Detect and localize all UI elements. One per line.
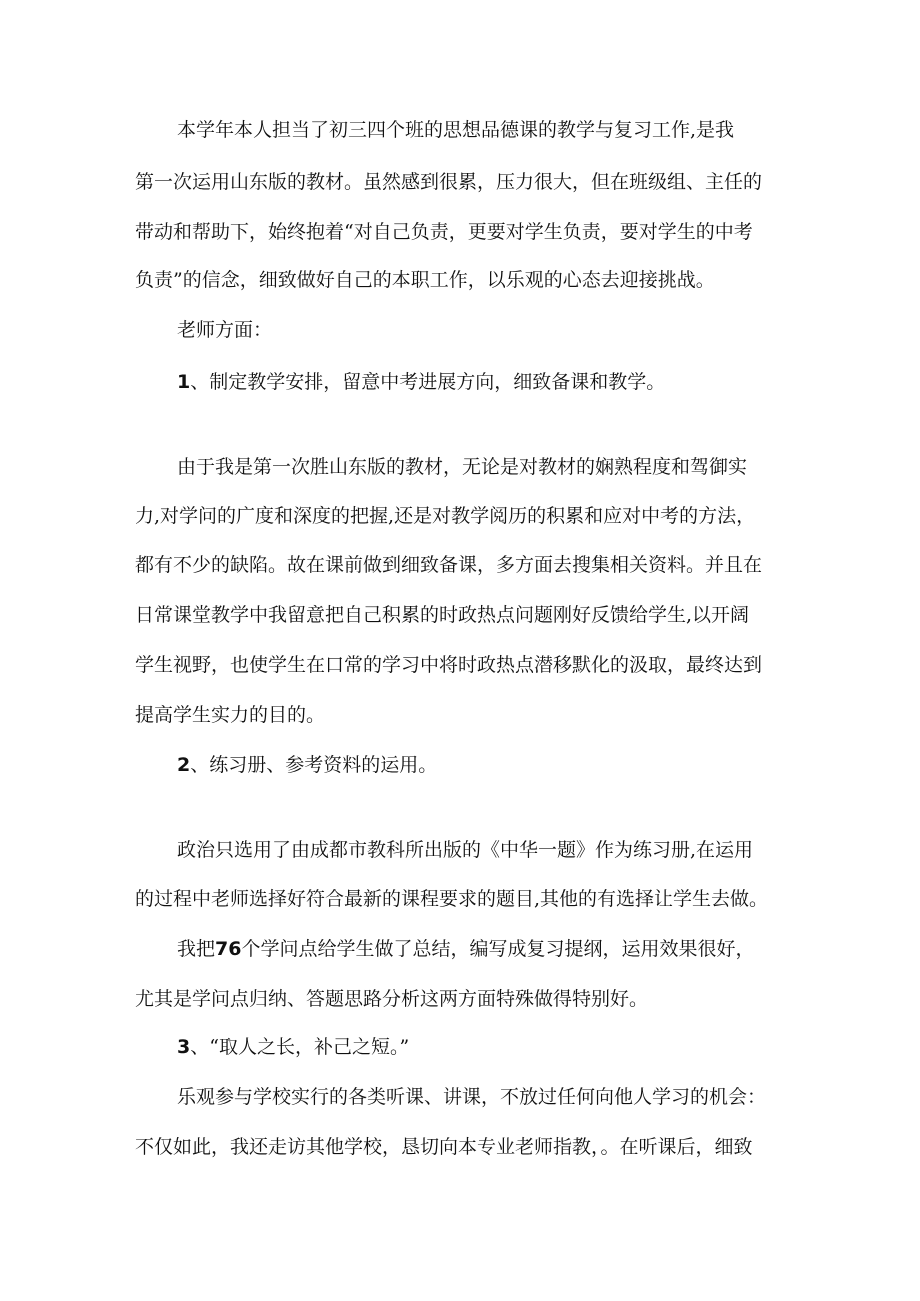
list-item-heading [177,368,920,396]
paragraph-line: 乐观参与学校实行的各类听课、讲课，不放过任何向他人学习的机会： [177,1086,767,1108]
section-heading: 老师方面： [177,319,273,341]
paragraph-line: 日常课堂教学中我留意把自己积累的时政热点问题刚好反馈给学生,以开阔 [135,604,750,626]
paragraph-line: 不仅如此，我还走访其他学校，恳切向本专业老师指教，。在听课后，细致 [135,1136,753,1158]
paragraph-number: 76 [215,938,242,960]
paragraph-line: 都有不少的缺陷。故在课前做到细致备课，多方面去搜集相关资料。并且在 [135,554,763,576]
paragraph-line: 力,对学问的广度和深度的把握,还是对教学阅历的积累和应对中考的方法， [135,505,756,527]
paragraph-line: 带动和帮助下，始终抱着“对自己负责，更要对学生负责，要对学生的中考 [135,221,753,243]
paragraph-text: 个学问点给学生做了总结，编写成复习提纲，运用效果很好， [241,938,755,960]
paragraph-line: 第一次运用山东版的教材。虽然感到很累，压力很大，但在班级组、主任的 [135,171,763,193]
paragraph-text: 我把 [177,938,216,960]
list-item-number: 1 [177,371,191,393]
paragraph-line: 提高学生实力的目的。 [135,704,326,726]
paragraph-line [177,935,920,963]
list-item-heading [177,751,920,779]
list-item-heading [177,1033,920,1061]
paragraph-line: 学生视野，也使学生在口常的学习中将时政热点潜移默化的汲取，最终达到 [135,654,763,676]
paragraph-line: 尤其是学问点归纳、答题思路分析这两方面特殊做得特别好。 [135,988,649,1010]
paragraph-line: 负责”的信念，细致做好自己的本职工作，以乐观的心态去迎接挑战。 [135,269,715,291]
paragraph-line: 由于我是第一次胜山东版的教材，无论是对教材的娴熟程度和驾御实 [177,456,748,478]
list-item-number: 3 [177,1036,191,1058]
paragraph-line: 本学年本人担当了初三四个班的思想品德课的教学与复习工作,是我 [177,119,735,141]
list-item-number: 2 [177,754,191,776]
paragraph-line: 政治只选用了由成都市教科所出版的《中华一题》作为练习册,在运用 [177,839,754,861]
paragraph-line: 的过程中老师选择好符合最新的课程要求的题目,其他的有选择让学生去做。 [135,888,769,910]
list-item-text: 、制定教学安排，留意中考进展方向，细致备课和教学。 [190,371,666,393]
list-item-text: 、“取人之长，补己之短。” [190,1036,410,1058]
list-item-text: 、练习册、参考资料的运用。 [190,754,438,776]
